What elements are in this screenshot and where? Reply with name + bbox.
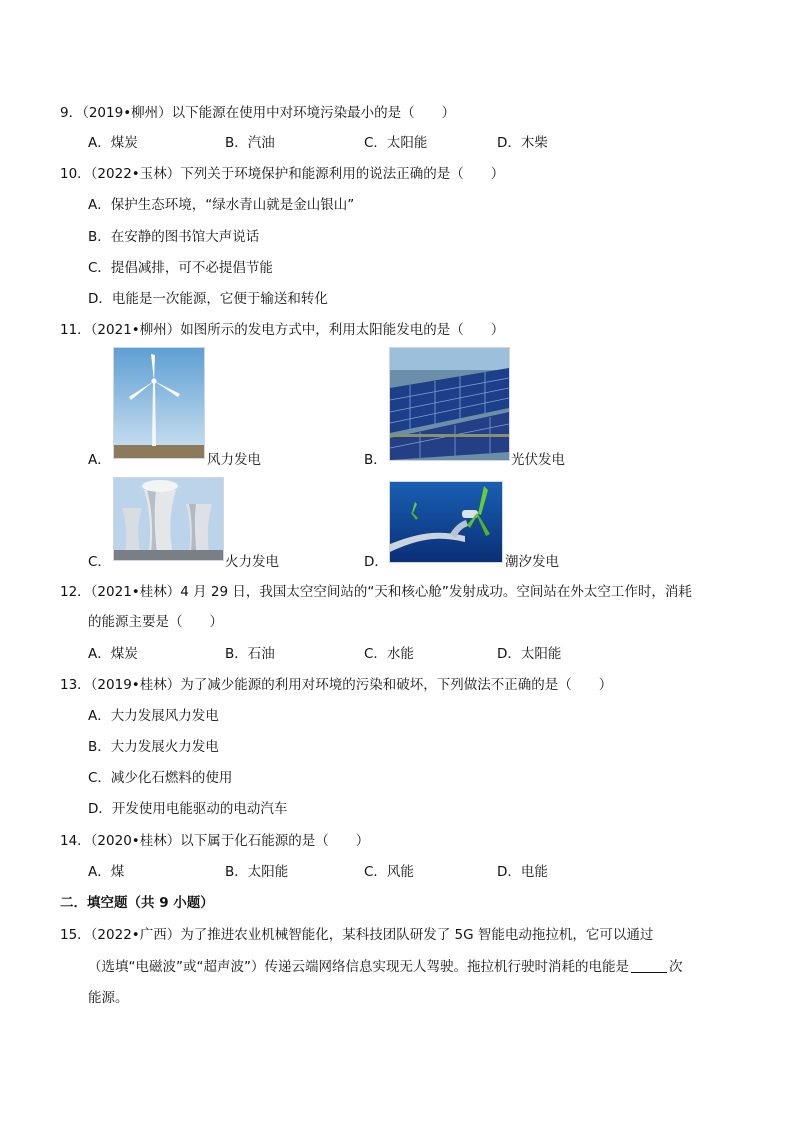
- section-title-fill-in: 二．填空题（共 9 小题）: [60, 895, 214, 911]
- q11-option-c-caption: 火力发电: [225, 554, 279, 570]
- q11-option-b-caption: 光伏发电: [511, 452, 565, 468]
- q11-option-b-letter[interactable]: B．: [364, 452, 387, 468]
- q14-option-c[interactable]: C．风能: [364, 864, 414, 880]
- q13-option-d[interactable]: D．开发使用电能驱动的电动汽车: [88, 801, 288, 817]
- q9-option-c[interactable]: C．太阳能: [364, 135, 428, 151]
- q11-option-a-caption: 风力发电: [207, 452, 261, 468]
- q12-option-b[interactable]: B．石油: [225, 646, 275, 662]
- q13-option-b[interactable]: B．大力发展火力发电: [88, 739, 219, 755]
- q10-option-c[interactable]: C．提倡减排，可不必提倡节能: [88, 260, 273, 276]
- question-11-stem: 11．（2021•柳州）如图所示的发电方式中，利用太阳能发电的是（ ）: [60, 322, 505, 338]
- q9-option-a[interactable]: A．煤炭: [88, 135, 138, 151]
- q9-option-d[interactable]: D．木柴: [497, 135, 548, 151]
- q11-option-d-caption: 潮汐发电: [505, 554, 559, 570]
- tidal-turbine-image: [389, 481, 503, 563]
- question-15-line3: 能源。: [88, 990, 129, 1006]
- q10-option-a[interactable]: A．保护生态环境，“绿水青山就是金山银山”: [88, 197, 355, 213]
- q10-option-b[interactable]: B．在安静的图书馆大声说话: [88, 229, 260, 245]
- q9-option-b[interactable]: B．汽油: [225, 135, 275, 151]
- question-15-line2-text: （选填“电磁波”或“超声波”）传递云端网络信息实现无人驾驶。拖拉机行驶时消耗的电能是: [88, 959, 629, 975]
- answer-blank[interactable]: [631, 958, 667, 973]
- wind-turbine-image: [113, 347, 205, 459]
- q11-option-c-letter[interactable]: C．: [88, 554, 111, 570]
- cooling-tower-image: [113, 477, 224, 561]
- question-15-line1: 15．（2022•广西）为了推进农业机械智能化，某科技团队研发了 5G 智能电动拖拉机，它可以通过: [60, 927, 654, 943]
- q12-option-d[interactable]: D．太阳能: [497, 646, 562, 662]
- q13-option-a[interactable]: A．大力发展风力发电: [88, 708, 219, 724]
- q12-option-c[interactable]: C．水能: [364, 646, 414, 662]
- q11-option-d-letter[interactable]: D．: [364, 554, 388, 570]
- question-9-stem: 9．（2019•柳州）以下能源在使用中对环境污染最小的是（ ）: [60, 105, 456, 121]
- question-14-stem: 14．（2020•桂林）以下属于化石能源的是（ ）: [60, 833, 370, 849]
- q14-option-b[interactable]: B．太阳能: [225, 864, 289, 880]
- q10-option-d[interactable]: D．电能是一次能源，它便于输送和转化: [88, 291, 328, 307]
- question-13-stem: 13．（2019•桂林）为了减少能源的利用对环境的污染和破坏，下列做法不正确的是（ ）: [60, 677, 613, 693]
- q14-option-d[interactable]: D．电能: [497, 864, 548, 880]
- question-10-stem: 10．（2022•玉林）下列关于环境保护和能源利用的说法正确的是（ ）: [60, 166, 505, 182]
- question-15-line2: [88, 958, 682, 976]
- question-12-stem-line1: 12．（2021•桂林）4 月 29 日，我国太空空间站的“天和核心舱”发射成功。空间站在外太空工作时，消耗: [60, 584, 692, 600]
- q11-option-a-letter[interactable]: A．: [88, 452, 111, 468]
- q13-option-c[interactable]: C．减少化石燃料的使用: [88, 770, 233, 786]
- q12-option-a[interactable]: A．煤炭: [88, 646, 138, 662]
- q14-option-a[interactable]: A．煤: [88, 864, 125, 880]
- question-12-stem-line2: 的能源主要是（ ）: [88, 614, 223, 630]
- solar-panel-image: [389, 347, 510, 461]
- question-15-line2-tail: 次: [668, 959, 683, 975]
